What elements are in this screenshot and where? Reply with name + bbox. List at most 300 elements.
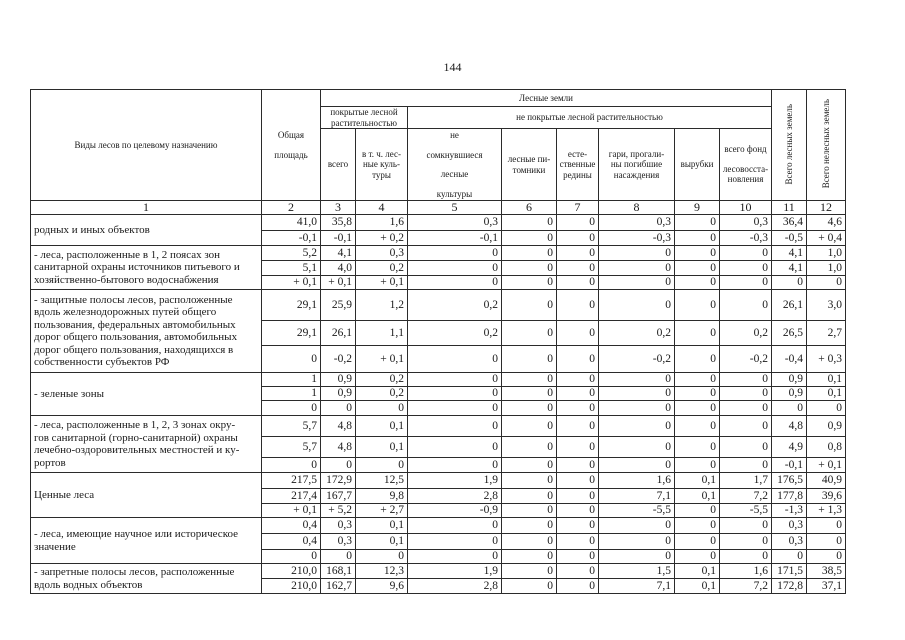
table-cell: 0 [502, 473, 557, 489]
header-total-area-line: Общая [277, 129, 305, 140]
table-cell: 0 [502, 387, 557, 401]
table-cell: 0,2 [599, 321, 675, 346]
table-cell: 0,1 [356, 534, 408, 550]
row-label-line: дорог общего пользования, автомобильных [34, 331, 238, 343]
table-cell: 0 [675, 231, 720, 246]
header-line: лесные пи- [507, 154, 551, 164]
table-row [31, 473, 846, 489]
table-cell: 1,9 [408, 564, 502, 579]
table-cell: -0,3 [720, 231, 772, 246]
column-index: 6 [502, 201, 557, 215]
table-cell: 4,6 [807, 215, 846, 231]
table-cell: 0 [720, 416, 772, 437]
table-cell: 0,2 [408, 290, 502, 321]
table-cell: 0 [807, 550, 846, 564]
table-cell: 26,1 [321, 321, 356, 346]
table-cell: 0 [502, 579, 557, 594]
column-index: 12 [807, 201, 846, 215]
table-cell: 0 [599, 416, 675, 437]
column-index: 4 [356, 201, 408, 215]
table-cell: 210,0 [262, 564, 321, 579]
table-cell: 0,4 [262, 518, 321, 534]
table-cell: 0,3 [599, 215, 675, 231]
table-cell: 0 [321, 458, 356, 473]
table-cell: 0 [502, 489, 557, 504]
table-row [31, 416, 846, 437]
column-index: 5 [408, 201, 502, 215]
table-cell: 0 [720, 458, 772, 473]
table-cell: 0,4 [262, 534, 321, 550]
table-cell: 26,5 [772, 321, 807, 346]
header-nonforest-total [807, 90, 846, 201]
row-label-line: пользования, федеральных автомобильных [34, 318, 236, 331]
table-cell: 1 [262, 373, 321, 387]
row-label-line: собственности субъектов РФ [34, 356, 170, 368]
table-cell: 0 [720, 373, 772, 387]
table-cell: 162,7 [321, 579, 356, 594]
header-col-fund [720, 129, 772, 201]
table-cell: 0 [557, 401, 599, 416]
table-row [31, 215, 846, 231]
header-line: лесовосста- [722, 163, 769, 174]
row-label-line: дорог общего пользования, находящихся в [34, 343, 234, 356]
table-cell: 2,8 [408, 579, 502, 594]
header-col-felled: вырубки [675, 129, 720, 201]
table-cell: 0 [502, 215, 557, 231]
table-cell: 0 [807, 276, 846, 290]
table-cell: 12,5 [356, 473, 408, 489]
table-cell: 171,5 [772, 564, 807, 579]
row-label-line: - запретные полосы лесов, расположенные [34, 566, 235, 578]
table-cell: 1,0 [807, 246, 846, 261]
table-cell: 38,5 [807, 564, 846, 579]
table-cell: 3,0 [807, 290, 846, 321]
table-cell: 0 [408, 550, 502, 564]
table-cell: 1,6 [356, 215, 408, 231]
table-cell: 0 [675, 550, 720, 564]
table-cell: 0 [502, 246, 557, 261]
table-cell: 0 [599, 550, 675, 564]
table-cell: 0 [720, 261, 772, 276]
table-cell: 0 [262, 401, 321, 416]
table-cell: 0,1 [356, 416, 408, 437]
header-line: ственные [559, 159, 596, 170]
column-index: 1 [31, 201, 262, 215]
table-cell: 0,3 [720, 215, 772, 231]
table-cell: + 0,1 [262, 276, 321, 290]
table-cell: 0 [675, 373, 720, 387]
row-label-line: гов санитарной (горно-санитарной) охраны [34, 431, 238, 444]
table-cell: 0 [557, 473, 599, 489]
table-cell: 0 [262, 458, 321, 473]
table-cell: -0,1 [772, 458, 807, 473]
table-cell: 0 [720, 246, 772, 261]
row-label [31, 473, 262, 518]
table-cell: -0,2 [720, 346, 772, 373]
table-cell: 5,7 [262, 437, 321, 458]
header-line: насаждения [613, 169, 660, 180]
table-cell: 217,4 [262, 489, 321, 504]
table-cell: 0 [675, 290, 720, 321]
table-cell: 0 [557, 387, 599, 401]
table-row [31, 290, 846, 321]
table-cell: 1,6 [720, 564, 772, 579]
table-cell: 0 [675, 416, 720, 437]
table-cell: 0 [599, 518, 675, 534]
row-label-line: - леса, расположенные в 1, 2 поясах зон [34, 248, 221, 261]
table-cell: 1,9 [408, 473, 502, 489]
table-cell: + 0,1 [262, 504, 321, 518]
table-cell: 0,1 [675, 489, 720, 504]
table-cell: 4,9 [772, 437, 807, 458]
table-cell: 0 [599, 246, 675, 261]
table-cell: 0 [599, 276, 675, 290]
table-cell: -0,9 [408, 504, 502, 518]
table-cell: 0 [772, 550, 807, 564]
table-cell: 0,9 [321, 373, 356, 387]
table-cell: 9,8 [356, 489, 408, 504]
table-cell: 0,3 [772, 518, 807, 534]
table-cell: 5,2 [262, 246, 321, 261]
table-cell: 0 [599, 401, 675, 416]
table-cell: 0 [807, 401, 846, 416]
header-line: ны погибшие [610, 159, 663, 170]
table-cell: 0 [502, 550, 557, 564]
table-cell: 0 [502, 518, 557, 534]
table-cell: + 0,1 [356, 276, 408, 290]
table-cell: 29,1 [262, 290, 321, 321]
table-cell: 0 [675, 401, 720, 416]
row-label [31, 246, 262, 290]
table-cell: 0 [408, 387, 502, 401]
table-cell: 0 [502, 276, 557, 290]
table-cell: 0 [557, 579, 599, 594]
column-index: 10 [720, 201, 772, 215]
table-cell: 0,2 [720, 321, 772, 346]
table-cell: 7,1 [599, 579, 675, 594]
table-cell: 0 [557, 518, 599, 534]
header-species: Виды лесов по целевому назначению [31, 90, 262, 201]
row-label-line: - леса, имеющие научное или историческое [34, 528, 238, 540]
table-cell: 0 [408, 437, 502, 458]
row-label-line: - леса, расположенные в 1, 2, 3 зонах окру- [34, 419, 236, 431]
table-cell: 0 [807, 534, 846, 550]
table-cell: 12,3 [356, 564, 408, 579]
table-cell: -0,1 [262, 231, 321, 246]
header-line: есте- [567, 148, 588, 159]
table-cell: 0 [772, 276, 807, 290]
table-cell: + 0,1 [321, 276, 356, 290]
table-cell: + 5,2 [321, 504, 356, 518]
table-cell: -0,1 [408, 231, 502, 246]
table-cell: 0,3 [321, 518, 356, 534]
table-cell: 0 [502, 290, 557, 321]
table-cell: 0 [675, 215, 720, 231]
table-cell: 0 [720, 401, 772, 416]
table-cell: 172,8 [772, 579, 807, 594]
table-cell: 4,8 [321, 437, 356, 458]
table-cell: 0 [502, 231, 557, 246]
table-cell: 0,1 [807, 373, 846, 387]
table-cell: 4,1 [321, 246, 356, 261]
table-cell: 0 [675, 504, 720, 518]
header-not-covered: не покрытые лесной растительностью [408, 107, 772, 129]
table-cell: 0 [599, 290, 675, 321]
header-line: сомкнувшиеся [426, 149, 483, 160]
header-line: редины [563, 169, 592, 180]
table-cell: 0 [557, 276, 599, 290]
header-line: культуры [436, 188, 473, 199]
table-cell: 0,9 [772, 387, 807, 401]
table-cell: 1 [262, 387, 321, 401]
table-cell: 0 [502, 504, 557, 518]
table-cell: 0 [502, 564, 557, 579]
row-label-line: вдоль водных объектов [34, 578, 143, 591]
table-cell: -0,4 [772, 346, 807, 373]
table-cell: 0 [557, 346, 599, 373]
table-cell: 0 [675, 321, 720, 346]
table-cell: 0,3 [321, 534, 356, 550]
table-cell: 4,8 [321, 416, 356, 437]
table-cell: 176,5 [772, 473, 807, 489]
table-cell: 0 [557, 564, 599, 579]
table-cell: 0,8 [807, 437, 846, 458]
table-cell: + 0,1 [356, 346, 408, 373]
table-cell: 1,6 [599, 473, 675, 489]
table-cell: 0 [720, 437, 772, 458]
table-cell: 0 [720, 534, 772, 550]
table-cell: 0 [408, 416, 502, 437]
table-cell: 1,5 [599, 564, 675, 579]
header-line: не [450, 130, 459, 140]
header-line: всего фонд [724, 144, 767, 155]
table-cell: 0,1 [356, 518, 408, 534]
table-cell: 210,0 [262, 579, 321, 594]
column-index: 8 [599, 201, 675, 215]
row-label-line: значение [34, 540, 76, 553]
table-cell: -0,2 [321, 346, 356, 373]
table-cell: 0 [408, 373, 502, 387]
table-cell: 37,1 [807, 579, 846, 594]
table-cell: 0 [321, 401, 356, 416]
table-cell: 0 [557, 261, 599, 276]
table-cell: 0,1 [675, 473, 720, 489]
table-cell: 0 [675, 387, 720, 401]
row-label-line: рортов [34, 456, 66, 469]
table-cell: -0,3 [599, 231, 675, 246]
header-forest-total [772, 90, 807, 201]
table-cell: 0 [262, 346, 321, 373]
header-nonforest-total-text: Всего нелесных земель [820, 99, 831, 189]
row-label-line: хозяйственно-бытового водоснабжения [34, 273, 219, 286]
table-row [31, 373, 846, 387]
table-cell: -0,5 [772, 231, 807, 246]
row-label-line: родных и иных объектов [34, 223, 150, 236]
row-label-line: лечебно-оздоровительных местностей и ку- [34, 444, 240, 456]
table-cell: 0 [502, 458, 557, 473]
table-cell: 5,7 [262, 416, 321, 437]
table-cell: 0,1 [807, 387, 846, 401]
forest-land-table [30, 89, 846, 594]
table-cell: 0 [356, 550, 408, 564]
row-label-line: вдоль железнодорожных путей общего [34, 306, 217, 318]
table-cell: 0,2 [408, 321, 502, 346]
table-cell: 1,0 [807, 261, 846, 276]
table-cell: 2,7 [807, 321, 846, 346]
table-cell: 0,9 [807, 416, 846, 437]
table-cell: 0 [502, 437, 557, 458]
table-cell: 9,6 [356, 579, 408, 594]
table-cell: 0,1 [675, 564, 720, 579]
table-cell: 0,2 [356, 373, 408, 387]
table-cell: 0 [557, 504, 599, 518]
table-cell: 0 [557, 458, 599, 473]
table-cell: + 0,4 [807, 231, 846, 246]
header-col-natural [557, 129, 599, 201]
table-cell: 0 [599, 534, 675, 550]
table-cell: 4,0 [321, 261, 356, 276]
table-cell: 0 [408, 276, 502, 290]
table-cell: 0 [502, 401, 557, 416]
header-total-area-line: площадь [274, 150, 308, 160]
table-cell: 0,9 [321, 387, 356, 401]
row-label [31, 518, 262, 564]
row-label-line: санитарной охраны источников питьевого и [34, 261, 240, 274]
table-cell: 0 [675, 534, 720, 550]
table-cell: 217,5 [262, 473, 321, 489]
column-index: 11 [772, 201, 807, 215]
table-cell: 0 [557, 231, 599, 246]
row-label [31, 373, 262, 416]
table-cell: 1,1 [356, 321, 408, 346]
table-cell: 0 [262, 550, 321, 564]
table-cell: 0 [557, 215, 599, 231]
table-cell: 0 [599, 387, 675, 401]
header-col-plantations [356, 129, 408, 201]
table-cell: 0 [599, 437, 675, 458]
table-cell: 0 [557, 550, 599, 564]
table-cell: 25,9 [321, 290, 356, 321]
table-cell: 0 [675, 346, 720, 373]
header-line: томники [512, 164, 546, 175]
header-col-total: всего [321, 129, 356, 201]
table-cell: -0,1 [321, 231, 356, 246]
row-label-line: - зеленые зоны [34, 387, 104, 400]
table-cell: 0,3 [772, 534, 807, 550]
header-line: лесные [440, 169, 469, 179]
table-cell: 0 [408, 401, 502, 416]
header-col-burnt [599, 129, 675, 201]
header-col-nonclosed [408, 129, 502, 201]
table-cell: 4,1 [772, 261, 807, 276]
table-cell: 36,4 [772, 215, 807, 231]
table-cell: 0 [502, 346, 557, 373]
table-cell: 0 [502, 373, 557, 387]
table-cell: 0 [675, 437, 720, 458]
table-cell: 0,2 [356, 261, 408, 276]
table-cell: -5,5 [599, 504, 675, 518]
table-cell: 0 [720, 276, 772, 290]
table-cell: 0 [772, 401, 807, 416]
table-cell: 0 [408, 518, 502, 534]
header-line: туры [372, 169, 391, 180]
table-cell: 0,9 [772, 373, 807, 387]
table-cell: 0 [321, 550, 356, 564]
table-cell: 1,2 [356, 290, 408, 321]
table-cell: + 1,3 [807, 504, 846, 518]
table-cell: + 0,2 [356, 231, 408, 246]
table-cell: 2,8 [408, 489, 502, 504]
table-cell: 0 [807, 518, 846, 534]
table-cell: 4,8 [772, 416, 807, 437]
table-cell: 0 [557, 416, 599, 437]
table-cell: 0 [502, 321, 557, 346]
table-cell: 1,7 [720, 473, 772, 489]
header-col-nursery [502, 129, 557, 201]
table-cell: 0 [720, 387, 772, 401]
row-label [31, 416, 262, 473]
table-cell: 0 [557, 246, 599, 261]
table-cell: 0 [675, 458, 720, 473]
header-line: ные куль- [362, 159, 401, 170]
table-cell: + 2,7 [356, 504, 408, 518]
table-cell: 40,9 [807, 473, 846, 489]
table-cell: -5,5 [720, 504, 772, 518]
table-cell: 0 [408, 261, 502, 276]
table-cell: 168,1 [321, 564, 356, 579]
table-cell: 35,8 [321, 215, 356, 231]
table-cell: 41,0 [262, 215, 321, 231]
table-cell: 0 [557, 489, 599, 504]
table-cell: 0 [356, 458, 408, 473]
table-cell: 0 [557, 373, 599, 387]
table-cell: 26,1 [772, 290, 807, 321]
table-cell: 0,1 [675, 579, 720, 594]
table-cell: 0 [356, 401, 408, 416]
table-cell: 0,3 [408, 215, 502, 231]
table-cell: 0 [408, 246, 502, 261]
header-covered: покрытые лесной растительностью [321, 107, 408, 129]
table-cell: 172,9 [321, 473, 356, 489]
table-cell: 0 [502, 261, 557, 276]
table-cell: 0 [557, 437, 599, 458]
row-label [31, 564, 262, 594]
row-label-line: - защитные полосы лесов, расположенные [34, 293, 233, 306]
table-cell: 7,1 [599, 489, 675, 504]
column-index: 9 [675, 201, 720, 215]
table-cell: 0 [557, 321, 599, 346]
header-line: гари, прогали- [608, 148, 665, 159]
row-label [31, 215, 262, 246]
page-number: 144 [443, 60, 462, 74]
table-cell: -0,2 [599, 346, 675, 373]
table-cell: 0 [675, 518, 720, 534]
table-cell: + 0,3 [807, 346, 846, 373]
table-cell: 29,1 [262, 321, 321, 346]
row-label-line: Ценные леса [34, 488, 95, 501]
table-cell: 39,6 [807, 489, 846, 504]
table-cell: 0 [408, 534, 502, 550]
table-cell: 0 [675, 246, 720, 261]
table-cell: 0,1 [356, 437, 408, 458]
table-cell: 0 [599, 458, 675, 473]
table-cell: 0,3 [356, 246, 408, 261]
table-cell: 0 [557, 534, 599, 550]
table-cell: 7,2 [720, 489, 772, 504]
table-cell: 0 [720, 290, 772, 321]
table-cell: 0 [599, 261, 675, 276]
table-cell: 0 [557, 290, 599, 321]
